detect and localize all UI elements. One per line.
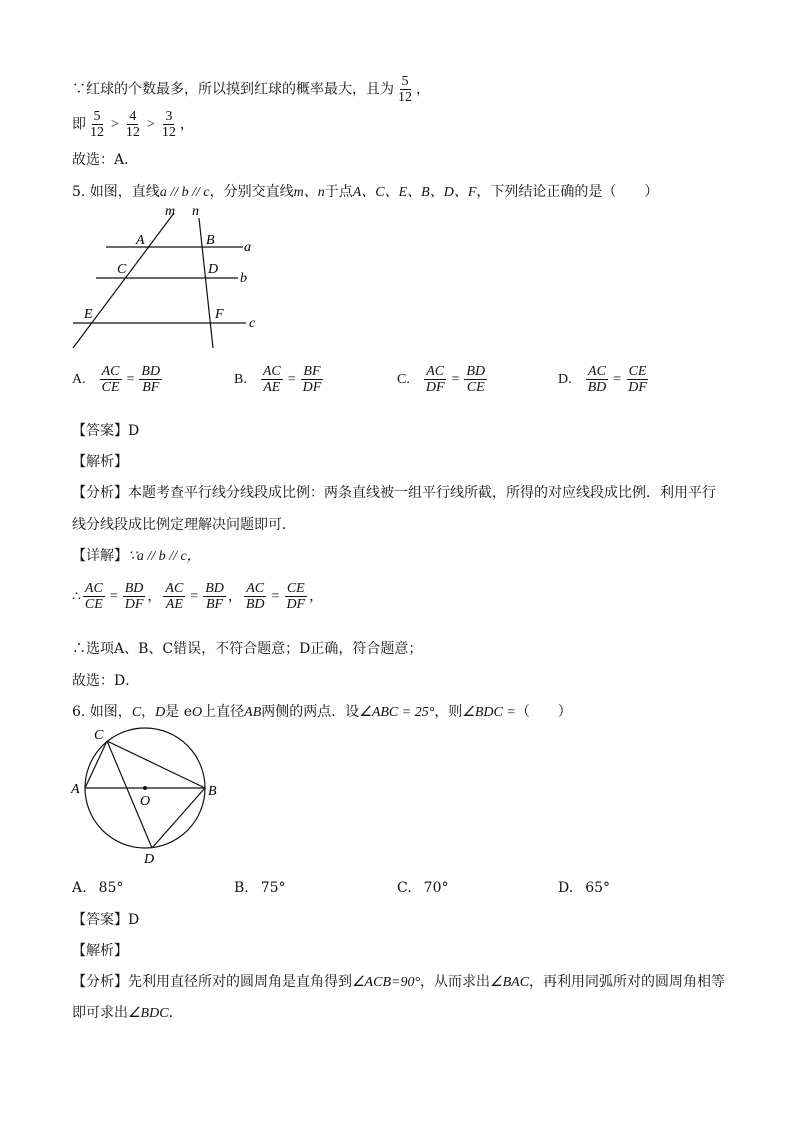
text: 即可求出: [72, 1005, 128, 1021]
label-C: C: [94, 728, 104, 743]
text: 5. 如图，直线: [72, 184, 160, 200]
fraction: $\frac{BF}{DF}$: [302, 364, 322, 395]
equals: =: [109, 588, 118, 604]
math: ∠BDC =: [462, 705, 516, 720]
q5-ratios: [72, 581, 323, 612]
q6-option-a[interactable]: [72, 879, 123, 897]
text: 于点: [324, 184, 353, 200]
option-label: D.: [558, 371, 572, 387]
q5-fenxi: [72, 484, 716, 502]
option-value: 70°: [423, 880, 449, 896]
q5-option-d[interactable]: [558, 364, 651, 395]
text: ，从而求出: [420, 974, 491, 990]
line-choose-a: 故选：A．: [72, 152, 139, 168]
text: 先利用直径所对的圆周角是直角得到: [128, 974, 352, 990]
math: ∠ACB=90°: [352, 975, 421, 990]
label-a: a: [244, 240, 251, 255]
option-value: 65°: [585, 880, 611, 896]
fenxi-tag: 【分析】: [72, 485, 128, 501]
therefore: ∴: [72, 588, 81, 605]
label-E: E: [84, 307, 93, 322]
fraction: $\frac{BD}{DF}$: [124, 581, 144, 612]
option-value: 85°: [98, 880, 124, 896]
label-b: b: [240, 271, 247, 286]
option-label: B.: [234, 880, 249, 896]
math: ∠BAC: [490, 975, 530, 990]
q6-figure: [68, 724, 228, 870]
q6-option-b[interactable]: [234, 879, 286, 897]
q5-answer: [72, 422, 139, 440]
fraction: $\frac{4}{12}$: [125, 109, 140, 140]
text: ，: [179, 116, 194, 133]
fraction: $\frac{AC}{AE}$: [165, 581, 184, 612]
text: 是 e: [165, 704, 193, 720]
math: ∠ABC = 25°: [359, 705, 435, 720]
text: ，: [141, 704, 156, 720]
fraction: $\frac{5}{12}$: [90, 109, 104, 140]
label-A: A: [71, 782, 80, 797]
label-A: A: [136, 233, 145, 248]
math: m、n: [293, 185, 325, 200]
text: 即: [72, 116, 86, 133]
segment-ac: [85, 741, 107, 788]
text: ，: [416, 81, 430, 98]
text: ∵红球的个数最多，所以摸到红球的概率最大，且为: [72, 81, 394, 98]
fraction: $\frac{AC}{AE}$: [262, 364, 281, 395]
center-dot: [143, 786, 147, 790]
math: D: [155, 705, 166, 720]
fraction: $\frac{3}{12}$: [161, 109, 176, 140]
q5-option-b[interactable]: [234, 364, 325, 395]
fraction: $\frac{BD}{BF}$: [141, 364, 161, 395]
q5-figure: [68, 200, 268, 352]
answer-value: D: [128, 912, 140, 928]
line-prob-max: [72, 74, 430, 105]
fraction: $\frac{5}{12}$: [398, 74, 412, 105]
text: 上直径: [202, 704, 245, 720]
fraction: $\frac{CE}{DF}$: [286, 581, 306, 612]
fraction: $\frac{AC}{CE}$: [84, 581, 103, 612]
equals: =: [190, 588, 199, 604]
equals: =: [451, 371, 460, 387]
xiangjie-tag: 【详解】: [72, 548, 128, 564]
fraction: $\frac{AC}{CE}$: [101, 364, 120, 395]
text: （ ）: [515, 704, 572, 720]
text: ，下列结论正确的是（ ）: [476, 184, 659, 200]
separator: ，: [147, 588, 162, 605]
label-n: n: [192, 204, 199, 219]
q5-option-a[interactable]: [72, 364, 164, 395]
text: ，分别交直线: [209, 184, 294, 200]
math: O: [192, 705, 203, 720]
equals: =: [287, 371, 296, 387]
q5-final: 故选：D．: [72, 673, 140, 689]
text: 两侧的两点．设: [261, 704, 360, 720]
line-m: [73, 213, 174, 348]
q6-analysis-tag: 【解析】: [72, 943, 128, 959]
q6-option-c[interactable]: [397, 879, 449, 897]
math: ∵a // b // c，: [128, 549, 201, 564]
option-label: D.: [558, 880, 574, 896]
q6-fenxi: [72, 973, 725, 992]
fraction: $\frac{AC}{DF}$: [425, 364, 445, 395]
label-D: D: [144, 852, 155, 867]
q6-fenxi-cont: [72, 1004, 183, 1023]
math: AB: [244, 705, 262, 720]
option-label: C.: [397, 880, 412, 896]
answer-tag: 【答案】: [72, 423, 128, 439]
fenxi-tag: 【分析】: [72, 974, 128, 990]
option-label: C.: [397, 371, 410, 387]
q6-answer: [72, 911, 139, 929]
option-label: A.: [72, 371, 86, 387]
label-C: C: [117, 262, 127, 277]
option-label: A.: [72, 880, 87, 896]
fraction: $\frac{AC}{BD}$: [587, 364, 607, 395]
separator: ，: [309, 588, 324, 605]
gt-sign: >: [111, 116, 119, 132]
separator: ，: [227, 588, 242, 605]
q6-stem: [72, 703, 572, 722]
label-B: B: [206, 233, 215, 248]
option-value: 75°: [260, 880, 286, 896]
q5-fenxi-cont: 线分线段成比例定理解决问题即可．: [72, 517, 296, 533]
q5-conclusion: ∴选项A、B、C错误，不符合题意；D正确，符合题意；: [72, 641, 423, 657]
answer-tag: 【答案】: [72, 912, 128, 928]
math: ∠BDC: [128, 1006, 169, 1021]
option-label: B.: [234, 371, 247, 387]
math: C: [131, 705, 142, 720]
label-D: D: [208, 262, 219, 277]
q6-option-d[interactable]: [558, 879, 610, 897]
equals: =: [271, 588, 280, 604]
fraction: $\frac{CE}{DF}$: [628, 364, 647, 395]
math: a // b // c: [159, 185, 210, 200]
fraction: $\frac{BD}{BF}$: [205, 581, 224, 612]
label-c: c: [249, 316, 256, 331]
text: ，则: [434, 704, 463, 720]
label-O: O: [140, 794, 151, 809]
label-m: m: [165, 204, 176, 219]
text: ．: [168, 1005, 183, 1021]
label-B: B: [208, 784, 217, 799]
q5-option-c[interactable]: [397, 364, 489, 395]
text: 本题考查平行线分线段成比例：两条直线被一组平行线所截，所得的对应线段成比例．利用平行: [128, 485, 716, 501]
equals: =: [126, 371, 135, 387]
line-compare: [72, 109, 194, 140]
text: 6. 如图，: [72, 704, 132, 720]
math: A、C、E、B、D、F: [352, 185, 477, 200]
q5-analysis-tag: 【解析】: [72, 454, 128, 470]
answer-value: D: [128, 423, 140, 439]
label-F: F: [215, 307, 224, 322]
fraction: $\frac{AC}{BD}$: [245, 581, 265, 612]
text: ，再利用同弧所对的圆周角相等: [529, 974, 726, 990]
gt-sign: >: [146, 116, 155, 132]
equals: =: [613, 371, 622, 387]
q5-xiangjie: [72, 547, 201, 566]
fraction: $\frac{BD}{CE}$: [466, 364, 486, 395]
